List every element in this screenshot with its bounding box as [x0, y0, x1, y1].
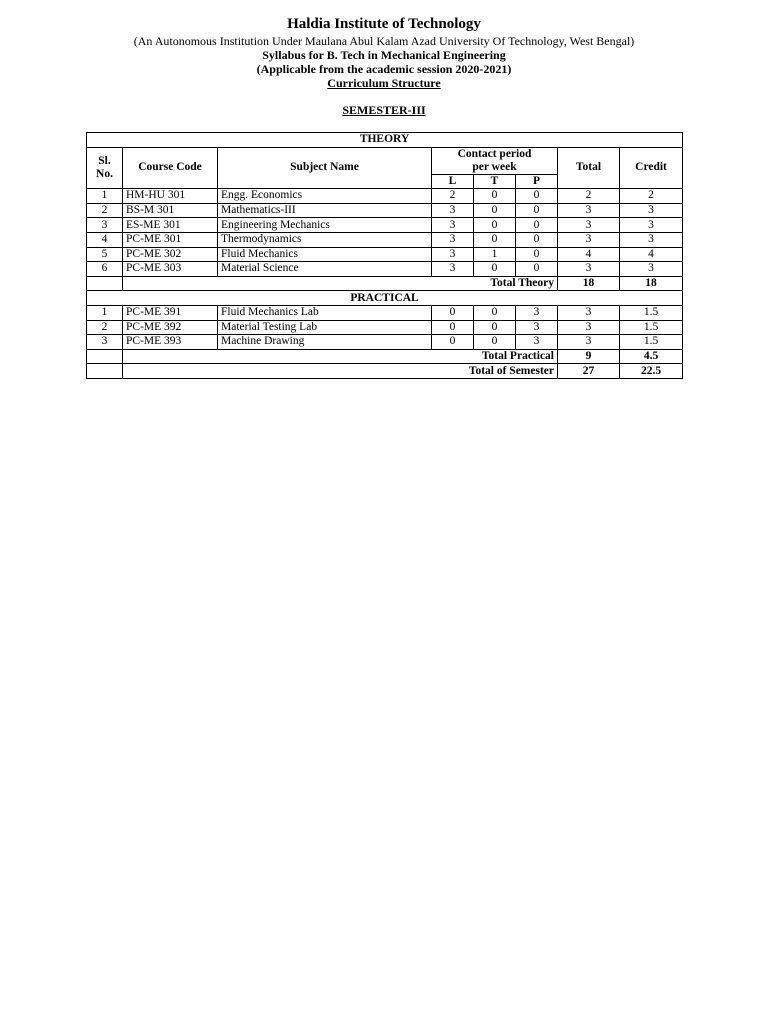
practical-row [87, 305, 683, 320]
total-cell: 4 [558, 247, 620, 262]
credit-cell: 3 [620, 203, 683, 218]
l-cell: 3 [432, 203, 474, 218]
practical-row [87, 320, 683, 335]
credit-cell: 3 [620, 232, 683, 247]
course-code-cell: PC-ME 303 [123, 262, 218, 277]
p-cell: 3 [516, 335, 558, 350]
t-cell: 1 [474, 247, 516, 262]
contact-period-header: Contact period per week [432, 147, 558, 174]
subject-name-cell: Fluid Mechanics [218, 247, 432, 262]
l-cell: 3 [432, 247, 474, 262]
sl-cell: 6 [87, 262, 123, 277]
credit-cell: 3 [620, 218, 683, 233]
total-semester-row [87, 364, 683, 379]
t-cell: 0 [474, 232, 516, 247]
course-code-cell: BS-M 301 [123, 203, 218, 218]
total-cell: 2 [558, 189, 620, 204]
session-line: (Applicable from the academic session 2020-2021) [256, 62, 512, 76]
course-code-cell: PC-ME 391 [123, 305, 218, 320]
course-code-cell: PC-ME 392 [123, 320, 218, 335]
l-cell: 3 [432, 262, 474, 277]
l-header: L [432, 174, 474, 189]
credit-cell: 1.5 [620, 335, 683, 350]
p-header: P [516, 174, 558, 189]
subject-name-cell: Material Testing Lab [218, 320, 432, 335]
credit-cell: 1.5 [620, 305, 683, 320]
total-theory-row [87, 276, 683, 291]
p-cell: 3 [516, 305, 558, 320]
total-theory-row-label: Total Theory [123, 276, 558, 291]
empty-cell [87, 364, 123, 379]
structure-line: Curriculum Structure [327, 76, 441, 90]
sl-cell: 4 [87, 232, 123, 247]
practical-section-row [87, 291, 683, 306]
p-cell: 0 [516, 232, 558, 247]
total-header: Total [558, 147, 620, 189]
t-cell: 0 [474, 320, 516, 335]
affiliation-line: (An Autonomous Institution Under Maulana Abul Kalam Azad University Of Technology, West Bengal) [133, 34, 635, 48]
p-cell: 0 [516, 262, 558, 277]
total-cell: 3 [558, 320, 620, 335]
total-cell: 3 [558, 232, 620, 247]
total-practical-row-credit: 4.5 [620, 349, 683, 364]
theory-row [87, 232, 683, 247]
subject-name-cell: Material Science [218, 262, 432, 277]
course-code-cell: HM-HU 301 [123, 189, 218, 204]
p-cell: 3 [516, 320, 558, 335]
syllabus-line: Syllabus for B. Tech in Mechanical Engineering [262, 48, 506, 62]
total-semester-row-label: Total of Semester [123, 364, 558, 379]
credit-cell: 2 [620, 189, 683, 204]
total-practical-row [87, 349, 683, 364]
credit-header: Credit [620, 147, 683, 189]
l-cell: 3 [432, 232, 474, 247]
course-code-cell: PC-ME 393 [123, 335, 218, 350]
total-cell: 3 [558, 305, 620, 320]
total-cell: 3 [558, 262, 620, 277]
t-cell: 0 [474, 189, 516, 204]
theory-section-row [87, 133, 683, 148]
total-semester-row-credit: 22.5 [620, 364, 683, 379]
p-cell: 0 [516, 203, 558, 218]
practical-row [87, 335, 683, 350]
total-cell: 3 [558, 335, 620, 350]
t-cell: 0 [474, 203, 516, 218]
theory-row [87, 203, 683, 218]
total-semester-row-total: 27 [558, 364, 620, 379]
sl-cell: 2 [87, 320, 123, 335]
l-cell: 3 [432, 218, 474, 233]
theory-row [87, 189, 683, 204]
total-theory-row-total: 18 [558, 276, 620, 291]
l-cell: 0 [432, 320, 474, 335]
subject-name-cell: Mathematics-III [218, 203, 432, 218]
semester-heading: SEMESTER-III [342, 103, 426, 117]
p-cell: 0 [516, 218, 558, 233]
total-practical-row-total: 9 [558, 349, 620, 364]
subject-name-cell: Machine Drawing [218, 335, 432, 350]
institute-title: Haldia Institute of Technology [287, 16, 481, 32]
sl-cell: 5 [87, 247, 123, 262]
p-cell: 0 [516, 247, 558, 262]
empty-cell [87, 276, 123, 291]
empty-cell [87, 349, 123, 364]
t-cell: 0 [474, 218, 516, 233]
subject-name-cell: Engineering Mechanics [218, 218, 432, 233]
sl-cell: 1 [87, 305, 123, 320]
sl-cell: 2 [87, 203, 123, 218]
sl-cell: 1 [87, 189, 123, 204]
l-cell: 2 [432, 189, 474, 204]
theory-label: THEORY [87, 133, 683, 148]
theory-row [87, 247, 683, 262]
theory-row [87, 218, 683, 233]
course-code-header: Course Code [123, 147, 218, 189]
credit-cell: 4 [620, 247, 683, 262]
sl-cell: 3 [87, 218, 123, 233]
p-cell: 0 [516, 189, 558, 204]
theory-row [87, 262, 683, 277]
t-cell: 0 [474, 305, 516, 320]
credit-cell: 3 [620, 262, 683, 277]
total-theory-row-credit: 18 [620, 276, 683, 291]
t-cell: 0 [474, 335, 516, 350]
course-code-cell: PC-ME 301 [123, 232, 218, 247]
total-cell: 3 [558, 203, 620, 218]
sl-header: Sl. No. [87, 147, 123, 189]
curriculum-table [86, 132, 683, 379]
l-cell: 0 [432, 335, 474, 350]
subject-name-cell: Fluid Mechanics Lab [218, 305, 432, 320]
course-code-cell: ES-ME 301 [123, 218, 218, 233]
t-header: T [474, 174, 516, 189]
credit-cell: 1.5 [620, 320, 683, 335]
total-cell: 3 [558, 218, 620, 233]
l-cell: 0 [432, 305, 474, 320]
sl-cell: 3 [87, 335, 123, 350]
subject-name-cell: Engg. Economics [218, 189, 432, 204]
subject-name-header: Subject Name [218, 147, 432, 189]
subject-name-cell: Thermodynamics [218, 232, 432, 247]
document-header [0, 14, 768, 90]
total-practical-row-label: Total Practical [123, 349, 558, 364]
t-cell: 0 [474, 262, 516, 277]
practical-label: PRACTICAL [87, 291, 683, 306]
course-code-cell: PC-ME 302 [123, 247, 218, 262]
